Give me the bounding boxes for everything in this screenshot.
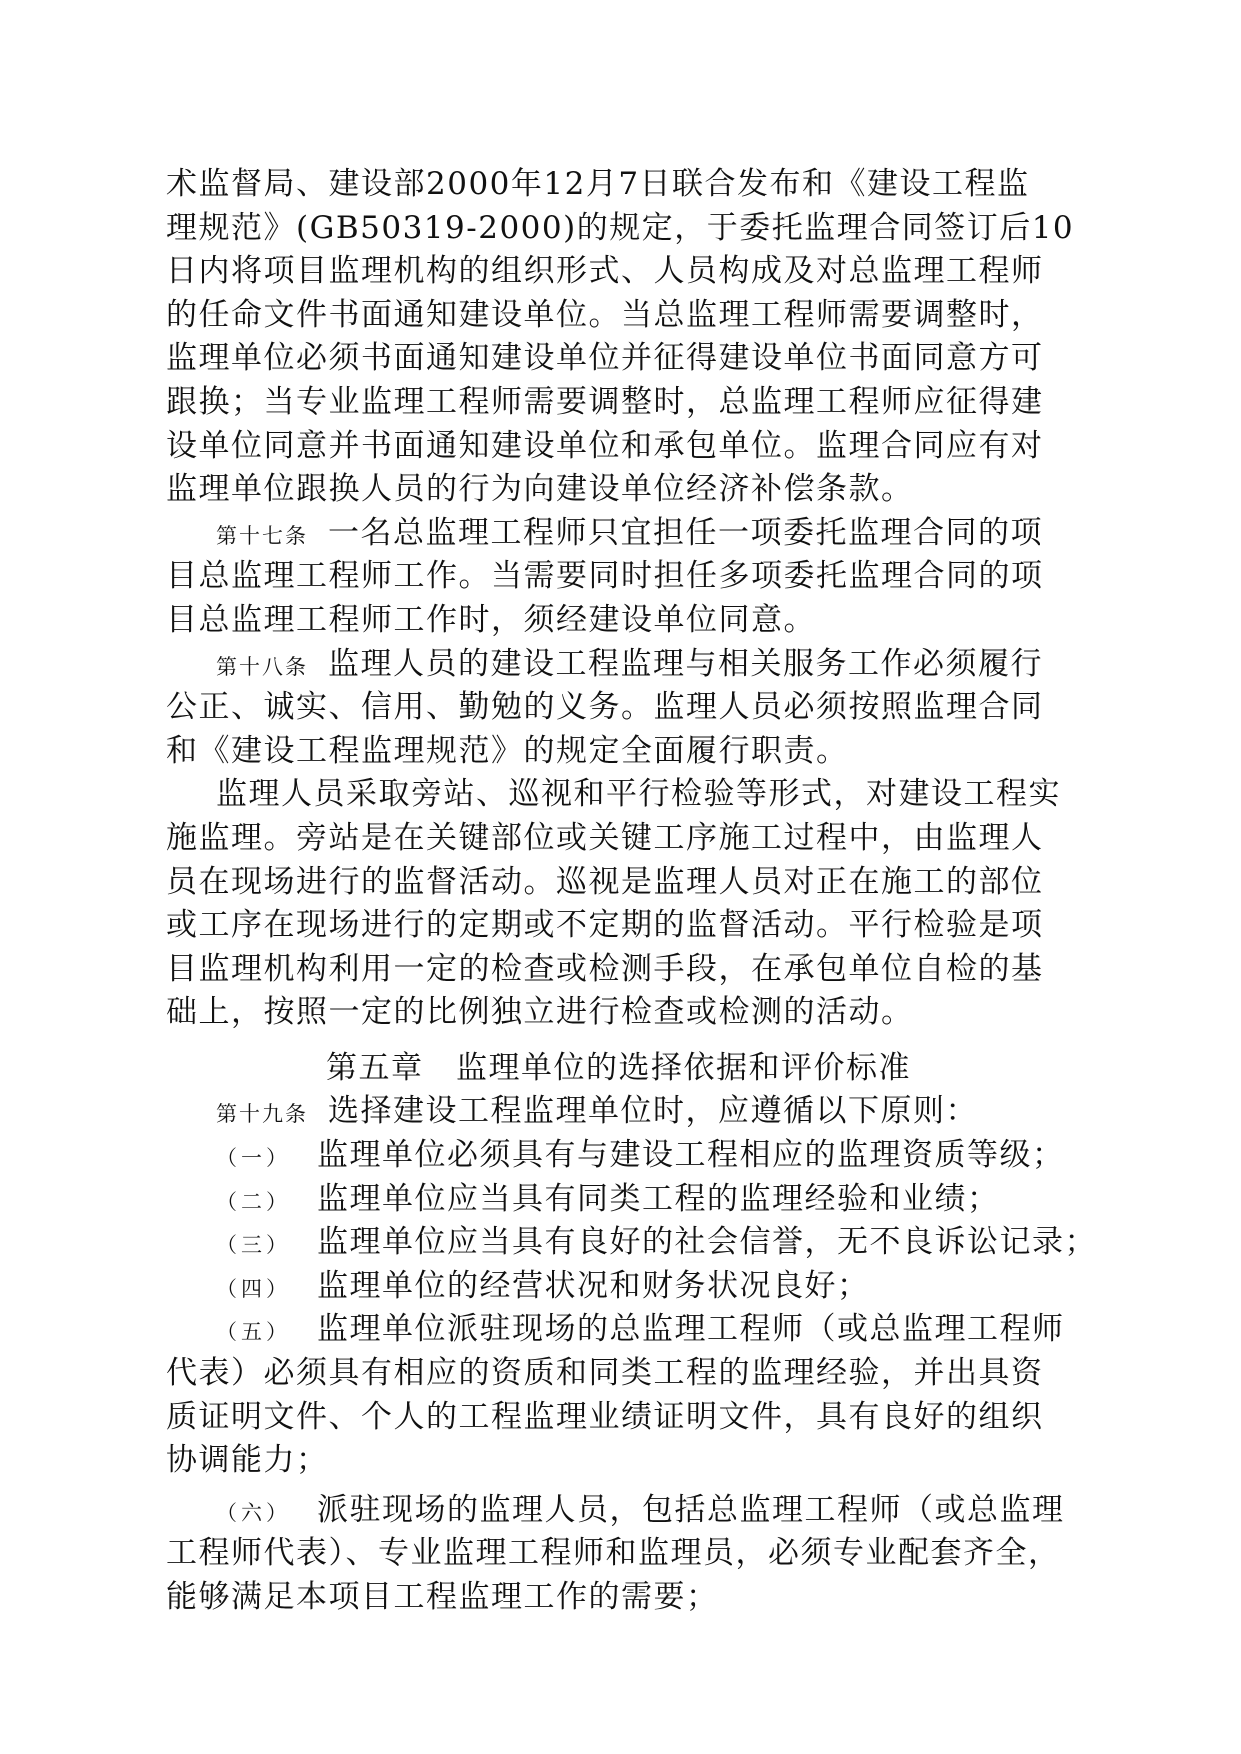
text-line: 目总监理工程师工作时，须经建设单位同意。 bbox=[166, 601, 816, 638]
text-line: 监理人员采取旁站、巡视和平行检验等形式，对建设工程实 bbox=[216, 776, 1061, 813]
text-line: 跟换；当专业监理工程师需要调整时，总监理工程师应征得建 bbox=[166, 383, 1044, 420]
text-line: 和《建设工程监理规范》的规定全面履行职责。 bbox=[166, 732, 849, 769]
text-line: 公正、诚实、信用、勤勉的义务。监理人员必须按照监理合同 bbox=[166, 689, 1044, 726]
article-label: 第十八条 bbox=[216, 654, 308, 679]
text-line: 选择建设工程监理单位时，应遵循以下原则： bbox=[328, 1093, 978, 1130]
text-line: 或工序在现场进行的定期或不定期的监督活动。平行检验是项 bbox=[166, 907, 1044, 944]
paragraph-continuation bbox=[166, 163, 1076, 512]
list-item bbox=[166, 1178, 1076, 1222]
text-line: 监理单位必须具有与建设工程相应的监理资质等级； bbox=[317, 1137, 1065, 1174]
text-line: 工程师代表）、专业监理工程师和监理员，必须专业配套齐全， bbox=[166, 1535, 1061, 1572]
text-line: 一名总监理工程师只宜担任一项委托监理合同的项 bbox=[328, 514, 1043, 551]
text-line: 监理单位跟换人员的行为向建设单位经济补偿条款。 bbox=[166, 471, 914, 508]
item-number: （四） bbox=[216, 1276, 291, 1301]
text-line: 目总监理工程师工作。当需要同时担任多项委托监理合同的项 bbox=[166, 558, 1044, 595]
list-item bbox=[166, 1308, 1076, 1482]
text-line: 监理单位的经营状况和财务状况良好； bbox=[317, 1267, 870, 1304]
text-line: 目监理机构利用一定的检查或检测手段，在承包单位自检的基 bbox=[166, 950, 1044, 987]
document-body bbox=[166, 163, 1097, 1620]
list-item bbox=[166, 1134, 1076, 1178]
article-label: 第十七条 bbox=[216, 523, 308, 548]
item-number: （六） bbox=[216, 1500, 291, 1525]
text-line: 员在现场进行的监督活动。巡视是监理人员对正在施工的部位 bbox=[166, 863, 1044, 900]
text-line: 派驻现场的监理人员，包括总监理工程师（或总监理 bbox=[317, 1491, 1065, 1528]
article-17 bbox=[166, 512, 1076, 643]
text-line: 质证明文件、个人的工程监理业绩证明文件，具有良好的组织 bbox=[166, 1398, 1044, 1435]
text-line: 监理单位必须书面通知建设单位并征得建设单位书面同意方可 bbox=[166, 340, 1044, 377]
chapter-heading: 第五章 监理单位的选择依据和评价标准 bbox=[326, 1049, 911, 1086]
item-number: （二） bbox=[216, 1189, 291, 1214]
text-line: 理规范》(GB50319-2000)的规定，于委托监理合同签订后10 bbox=[166, 209, 1075, 246]
text-line: 监理单位应当具有同类工程的监理经验和业绩； bbox=[317, 1180, 1000, 1217]
text-line: 代表）必须具有相应的资质和同类工程的监理经验，并出具资 bbox=[166, 1355, 1044, 1392]
item-number: （一） bbox=[216, 1146, 291, 1171]
text-line: 的任命文件书面通知建设单位。当总监理工程师需要调整时， bbox=[166, 296, 1044, 333]
text-line: 监理人员的建设工程监理与相关服务工作必须履行 bbox=[328, 645, 1043, 682]
text-line: 术监督局、建设部2000年12月7日联合发布和《建设工程监 bbox=[166, 166, 1030, 202]
article-19 bbox=[166, 1090, 1076, 1134]
text-line: 协调能力； bbox=[166, 1442, 329, 1479]
list-item bbox=[166, 1489, 1076, 1620]
paragraph-supervision-methods bbox=[166, 773, 1076, 1035]
text-line: 监理单位应当具有良好的社会信誉，无不良诉讼记录； bbox=[317, 1224, 1097, 1261]
text-line: 设单位同意并书面通知建设单位和承包单位。监理合同应有对 bbox=[166, 427, 1044, 464]
item-number: （三） bbox=[216, 1233, 291, 1258]
text-line: 能够满足本项目工程监理工作的需要； bbox=[166, 1579, 719, 1615]
list-item bbox=[166, 1221, 1097, 1265]
text-line: 日内将项目监理机构的组织形式、人员构成及对总监理工程师 bbox=[166, 253, 1044, 290]
article-18 bbox=[166, 643, 1076, 774]
text-line: 础上，按照一定的比例独立进行检查或检测的活动。 bbox=[166, 994, 914, 1031]
text-line: 监理单位派驻现场的总监理工程师（或总监理工程师 bbox=[317, 1311, 1065, 1348]
text-line: 施监理。旁站是在关键部位或关键工序施工过程中，由监理人 bbox=[166, 819, 1044, 856]
article-label: 第十九条 bbox=[216, 1102, 308, 1127]
list-item bbox=[166, 1265, 1076, 1309]
item-number: （五） bbox=[216, 1320, 291, 1345]
